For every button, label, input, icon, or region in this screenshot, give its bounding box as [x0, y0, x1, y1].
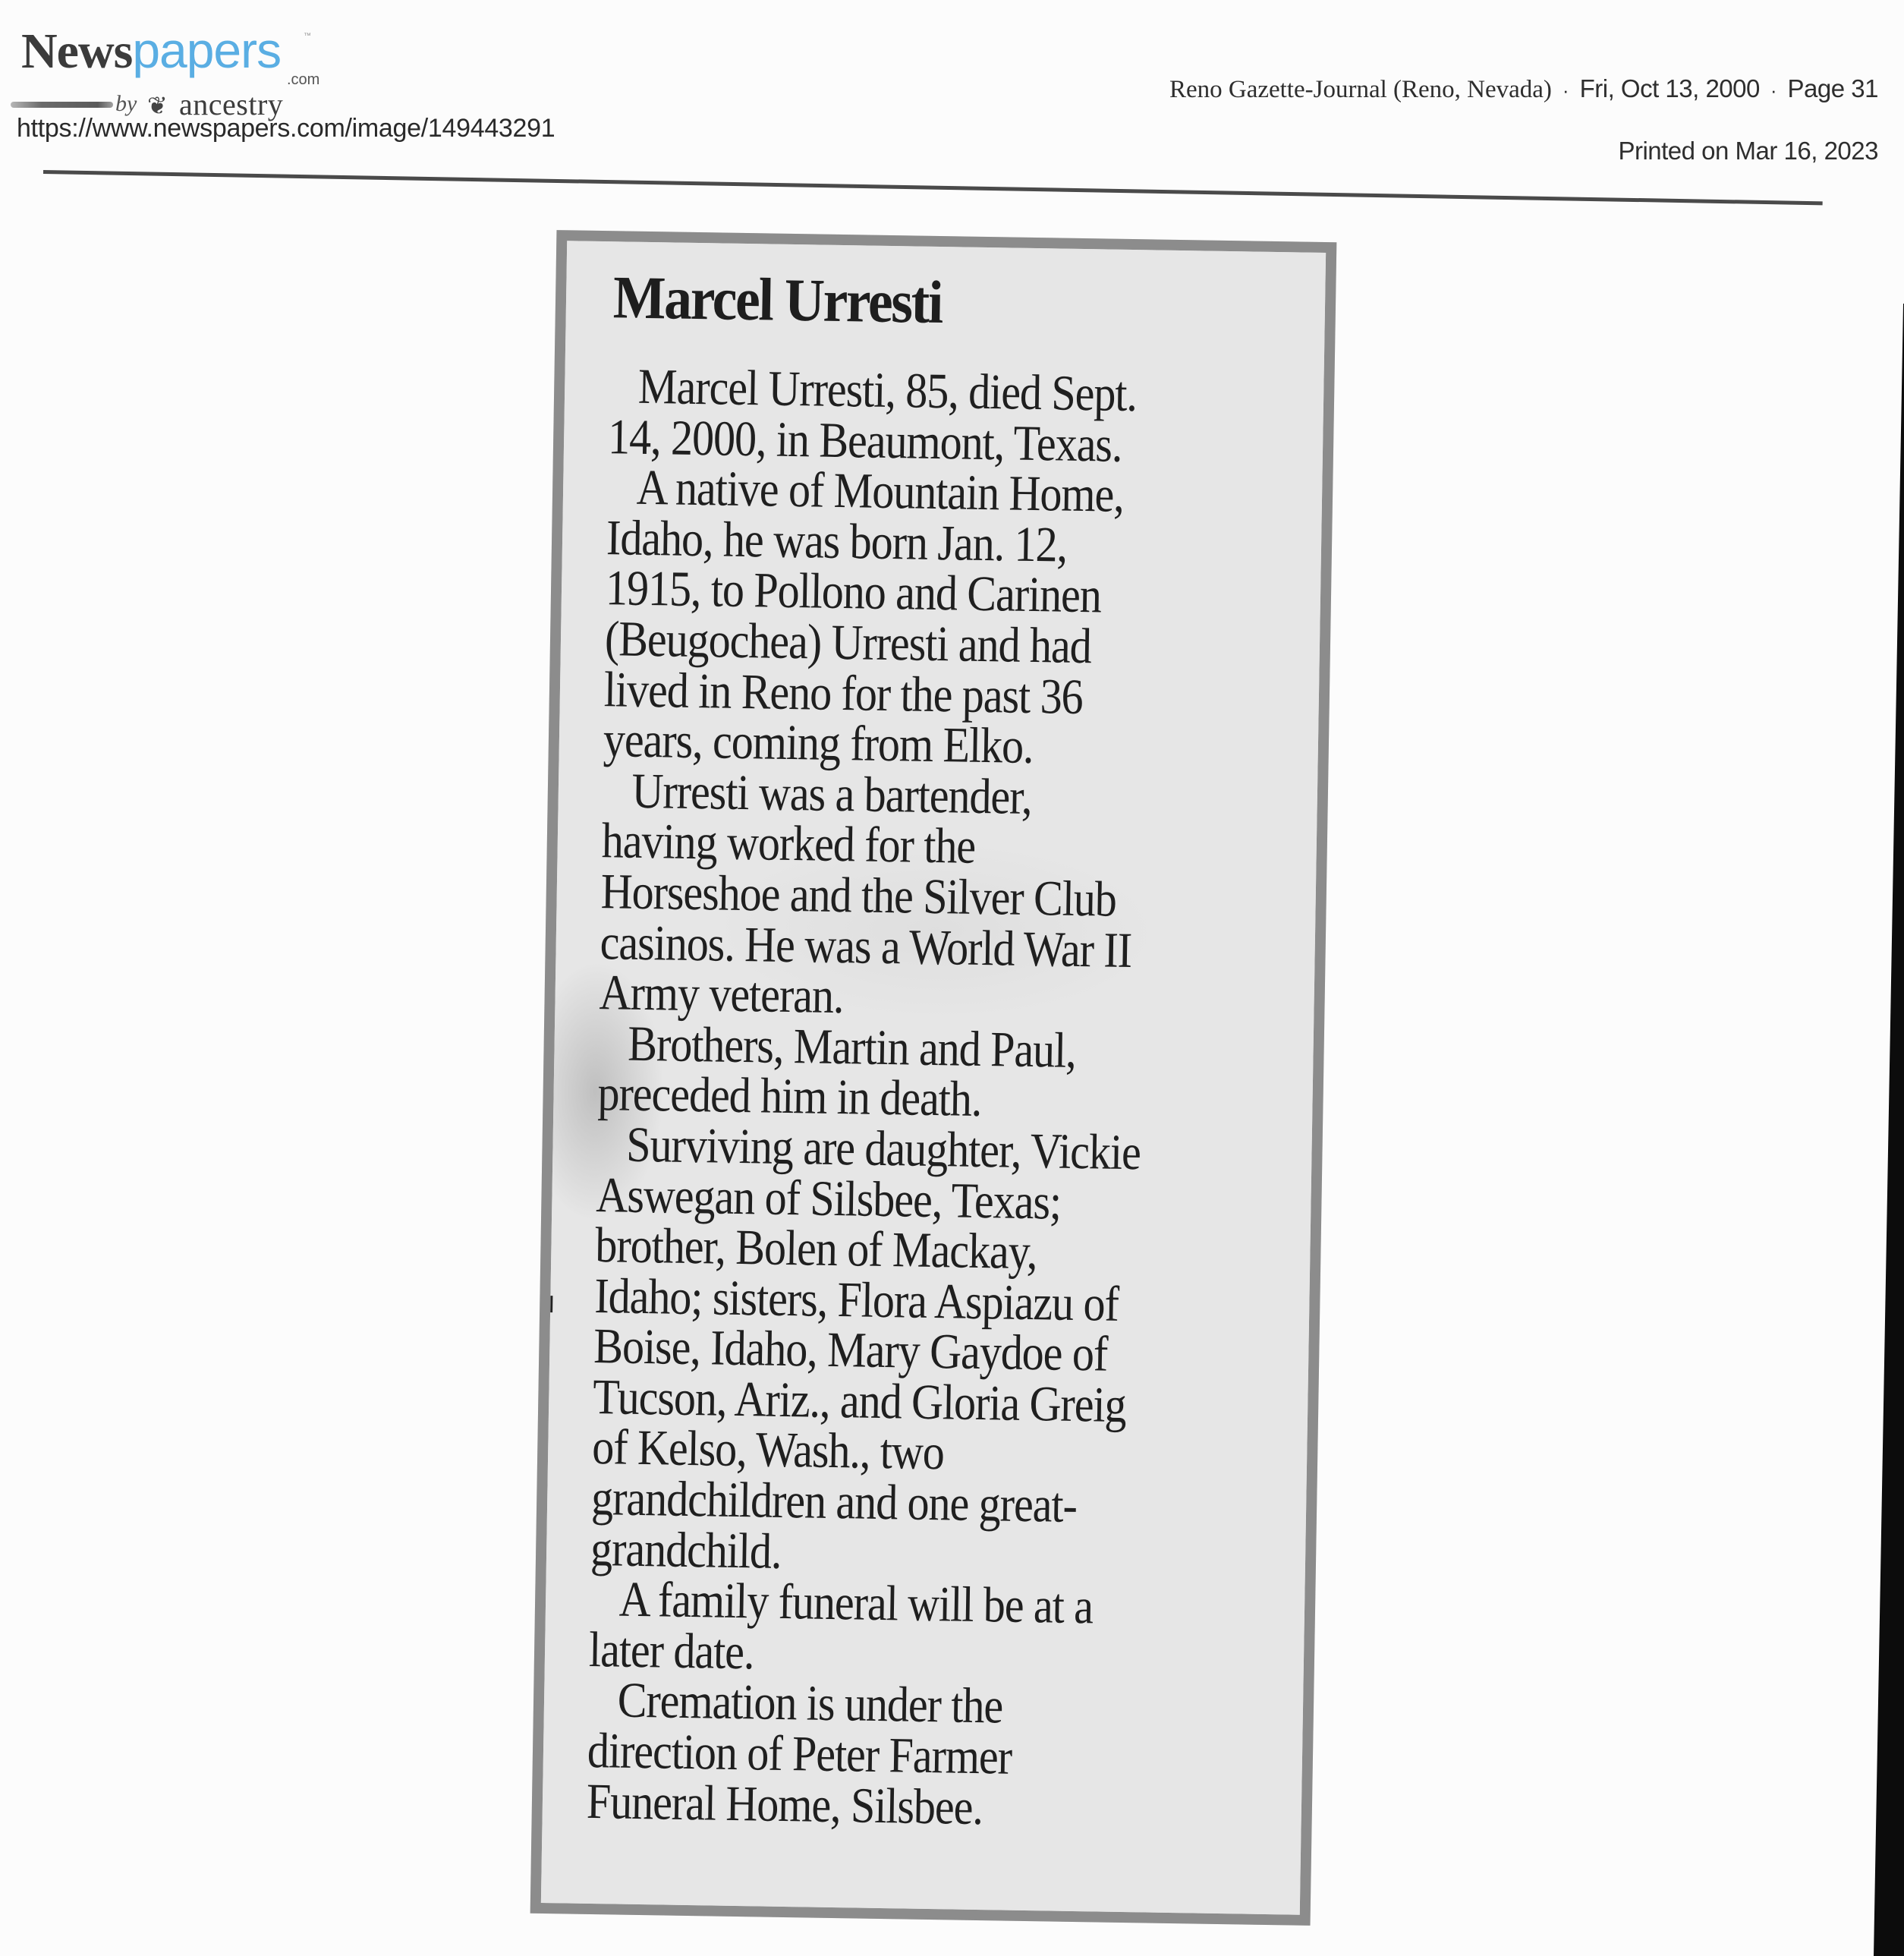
obituary-line: grandchild. [590, 1520, 782, 1580]
obituary-line: (Beugochea) Urresti and had [604, 611, 1092, 675]
obituary-line: Funeral Home, Silsbee. [586, 1773, 983, 1835]
swoosh-line [11, 102, 113, 108]
logo-word-news: News [21, 24, 133, 79]
logo-ancestry: ancestry [179, 87, 284, 121]
obituary-line: of Kelso, Wash., two [591, 1419, 945, 1481]
obituary-line: Cremation is under the [617, 1673, 1003, 1734]
obituary-line: direction of Peter Farmer [587, 1722, 1012, 1785]
obituary-line: grandchildren and one great- [590, 1470, 1078, 1534]
obituary-line: lived in Reno for the past 36 [603, 661, 1084, 725]
page-number: Page 31 [1787, 74, 1878, 102]
obituary-line: having worked for the [601, 813, 976, 875]
header-divider [43, 170, 1823, 205]
obituary-body [586, 358, 1292, 1838]
printed-date: Printed on Mar 16, 2023 [1618, 137, 1878, 165]
obituary-line: Marcel Urresti, 85, died Sept. [637, 358, 1138, 423]
obituary-line: A native of Mountain Home, [636, 459, 1125, 524]
obituary-line: later date. [588, 1621, 754, 1680]
ancestry-leaf-icon: ❦ [147, 91, 168, 120]
obituary-line: Horseshoe and the Silver Club [600, 864, 1117, 928]
scan-edge-shadow [1858, 0, 1904, 1956]
obituary-line: years, coming from Elko. [603, 712, 1034, 775]
obituary-line: A family funeral will be at a [618, 1571, 1094, 1635]
obituary-line: Idaho; sisters, Flora Aspiazu of [593, 1268, 1119, 1332]
obituary-line: Brothers, Martin and Paul, [627, 1016, 1077, 1079]
obituary-line: Army veteran. [599, 965, 844, 1025]
newspaper-name: Reno Gazette-Journal (Reno, Nevada) [1169, 76, 1552, 103]
stray-mark [550, 1296, 552, 1312]
logo-dotcom: .com [287, 71, 320, 88]
obituary-line: preceded him in death. [597, 1066, 982, 1128]
obituary-line: Tucson, Ariz., and Gloria Greig [592, 1369, 1127, 1433]
obituary-line: 14, 2000, in Beaumont, Texas. [607, 408, 1122, 473]
newspapers-logo [21, 22, 325, 121]
obituary-line: Boise, Idaho, Mary Gaydoe of [593, 1318, 1108, 1382]
logo-by: by [115, 91, 137, 116]
obituary-clipping [530, 230, 1337, 1926]
publication-date: Fri, Oct 13, 2000 [1579, 74, 1760, 102]
obituary-line: Aswegan of Silsbee, Texas; [595, 1167, 1062, 1230]
trademark-mark: ™ [304, 32, 311, 40]
logo-wordmark [21, 23, 281, 79]
obituary-line: Urresti was a bartender, [631, 763, 1033, 825]
obituary-line: brother, Bolen of Mackay, [594, 1217, 1037, 1280]
separator-dot: · [1770, 79, 1777, 102]
obituary-line: casinos. He was a World War II [600, 914, 1132, 978]
clipping-paper [541, 241, 1326, 1914]
obituary-line: Surviving are daughter, Vickie [625, 1117, 1141, 1181]
obituary-line: Idaho, he was born Jan. 12, [606, 509, 1068, 573]
source-line [1169, 74, 1878, 104]
image-url: https://www.newspapers.com/image/149443291 [17, 114, 555, 143]
obituary-title: Marcel Urresti [612, 264, 943, 337]
obituary-line: 1915, to Pollono and Carinen [605, 560, 1102, 624]
logo-word-papers: papers [132, 22, 282, 78]
separator-dot: · [1562, 79, 1569, 102]
